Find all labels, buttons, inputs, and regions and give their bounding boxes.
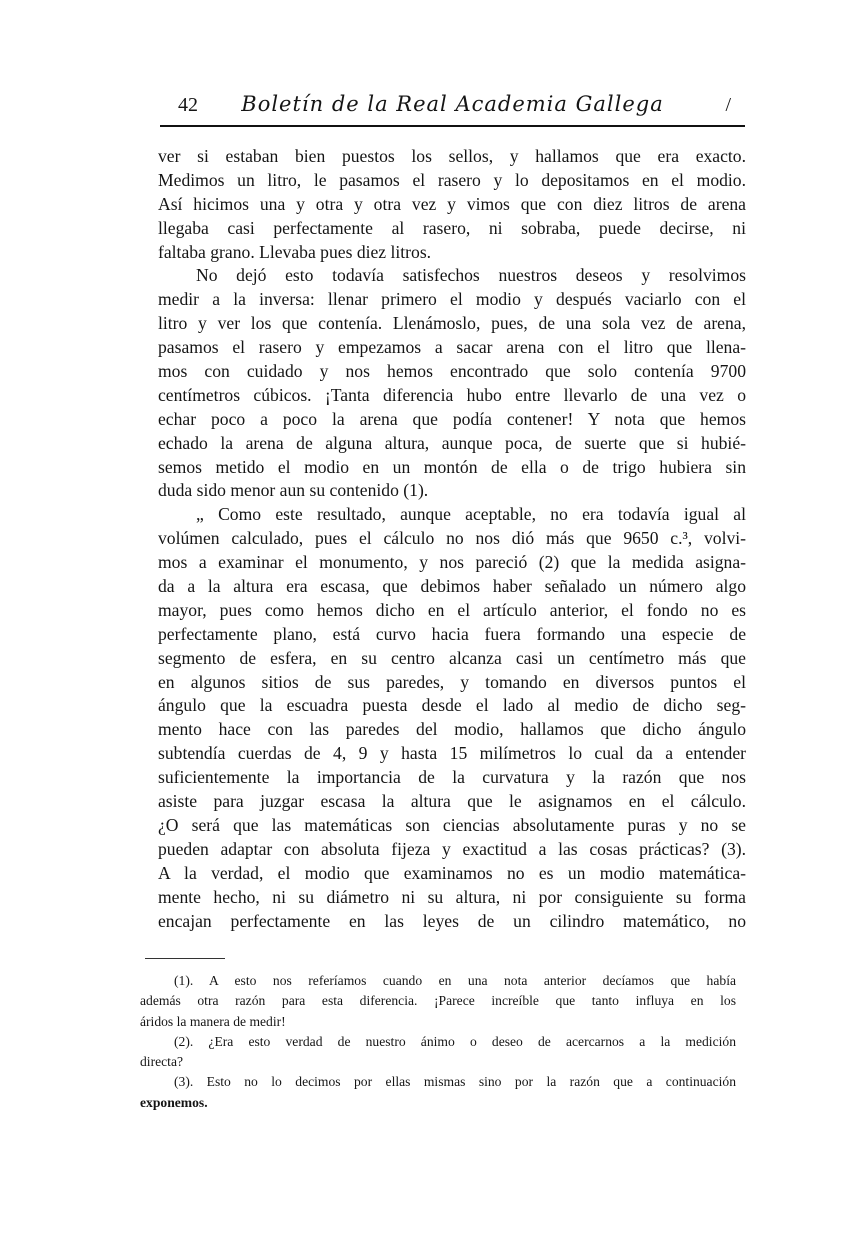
body-text bbox=[158, 145, 746, 933]
text-line: centímetros cúbicos. ¡Tanta diferencia hubo entre llevarlo de una vez o bbox=[158, 384, 746, 405]
text-line: medir a la inversa: llenar primero el modio y después vaciarlo con el bbox=[158, 289, 746, 310]
text-line: semos metido el modio en un montón de ella o de trigo hubiera sin bbox=[158, 456, 746, 477]
text-line: volúmen calculado, pues el cálculo no nos dió más que 9650 c.³, volvi- bbox=[158, 528, 746, 549]
footnote-line: (2). ¿Era esto verdad de nuestro ánimo o deseo de acercarnos a la medición bbox=[174, 1033, 736, 1049]
text-line: ver si estaban bien puestos los sellos, y hallamos que era exacto. bbox=[158, 146, 746, 166]
text-line: „ Como este resultado, aunque aceptable, no era todavía igual al bbox=[196, 504, 746, 525]
footnote-2 bbox=[140, 1032, 736, 1073]
text-line: echar poco a poco la arena que podía contener! Y nota que hemos bbox=[158, 408, 746, 429]
text-line: llegaba casi perfectamente al rasero, ni sobraba, puede decirse, ni bbox=[158, 217, 746, 238]
footnote-line: directa? bbox=[140, 1054, 184, 1070]
text-line: perfectamente plano, está curvo hacia fuera formando una especie de bbox=[158, 623, 746, 644]
text-line: mento hace con las paredes del modio, hallamos que dicho ángulo bbox=[158, 719, 746, 740]
footnote-line: (3). Esto no lo decimos por ellas mismas sino por la razón que a continuación bbox=[174, 1074, 736, 1090]
text-line: subtendía cuerdas de 4, 9 y hasta 15 milímetros lo cual da a entender bbox=[158, 743, 746, 764]
text-line: No dejó esto todavía satisfechos nuestros deseos y resolvimos bbox=[196, 265, 746, 286]
footnote-1 bbox=[140, 971, 736, 1032]
footnote-line: (1). A esto nos referíamos cuando en una nota anterior decíamos que había bbox=[174, 973, 736, 988]
footnote-line: además otra razón para esta diferencia. ¡Parece increíble que tanto influya en los bbox=[140, 993, 736, 1009]
text-line: mos a examinar el monumento, y nos pareció (2) que la medida asigna- bbox=[158, 552, 746, 573]
text-line: A la verdad, el modio que examinamos no es un modio matemática- bbox=[158, 862, 746, 883]
text-line: ángulo que la escuadra puesta desde el lado al medio de dicho seg- bbox=[158, 695, 746, 716]
running-header bbox=[160, 92, 745, 124]
footnote-3 bbox=[140, 1072, 736, 1113]
header-rule bbox=[160, 125, 745, 127]
text-line: duda sido menor aun su contenido (1). bbox=[158, 480, 429, 501]
page-number: 42 bbox=[178, 94, 198, 116]
text-line: en algunos sitios de sus paredes, y tomando en diversos puntos el bbox=[158, 671, 746, 692]
text-line: echado la arena de alguna altura, aunque poca, de suerte que si hubié- bbox=[158, 432, 746, 453]
footnotes bbox=[140, 971, 736, 1113]
text-line: asiste para juzgar escasa la altura que le asignamos en el cálculo. bbox=[158, 791, 746, 812]
text-line: pasamos el rasero y empezamos a sacar arena con el litro que llena- bbox=[158, 337, 746, 358]
text-line: ¿O será que las matemáticas son ciencias absolutamente puras y no se bbox=[158, 814, 746, 835]
text-line: pueden adaptar con absoluta fijeza y exactitud a las cosas prácticas? (3). bbox=[158, 838, 746, 859]
text-line: Medimos un litro, le pasamos el rasero y lo depositamos en el modio. bbox=[158, 169, 746, 190]
text-line: segmento de esfera, en su centro alcanza casi un centímetro más que bbox=[158, 647, 746, 668]
text-line: da a la altura era escasa, que debimos haber señalado un número algo bbox=[158, 576, 746, 597]
text-line: Así hicimos una y otra y otra vez y vimos que con diez litros de arena bbox=[158, 193, 746, 214]
text-line: mente hecho, ni su diámetro ni su altura, ni por consiguiente su forma bbox=[158, 886, 746, 907]
header-mark: / bbox=[725, 94, 731, 116]
text-line: mayor, pues como hemos dicho en el artículo anterior, el fondo no es bbox=[158, 599, 746, 620]
footnote-line: áridos la manera de medir! bbox=[140, 1013, 286, 1029]
journal-title: Boletín de la Real Academia Gallega bbox=[241, 92, 664, 116]
footnote-rule bbox=[145, 958, 225, 959]
text-line: faltaba grano. Llevaba pues diez litros. bbox=[158, 241, 432, 262]
text-line: litro y ver los que contenía. Llenámoslo, pues, de una sola vez de arena, bbox=[158, 313, 746, 334]
text-line: encajan perfectamente en las leyes de un cilindro matemático, no bbox=[158, 910, 746, 931]
text-line: suficientemente la importancia de la curvatura y la razón que nos bbox=[158, 767, 746, 788]
footnote-line: exponemos. bbox=[140, 1094, 208, 1110]
text-line: mos con cuidado y nos hemos encontrado que solo contenía 9700 bbox=[158, 361, 746, 382]
